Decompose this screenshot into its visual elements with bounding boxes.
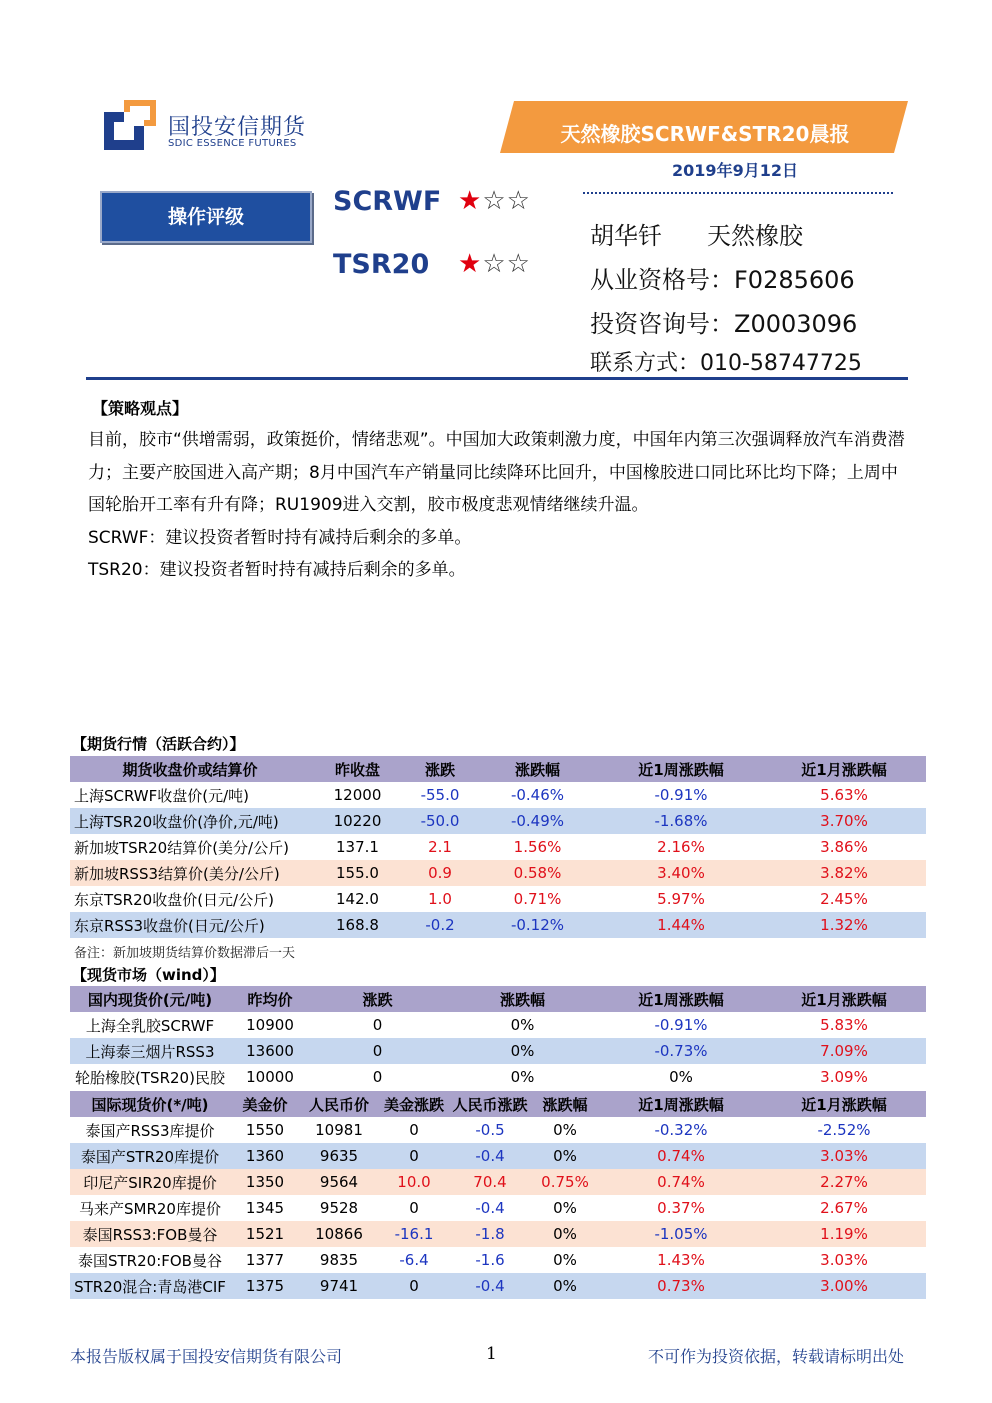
table-cell: 3.86% bbox=[762, 834, 926, 860]
star-empty-icon: ☆ bbox=[482, 249, 507, 279]
table-cell: 9741 bbox=[300, 1273, 378, 1299]
table-cell: 168.8 bbox=[310, 912, 405, 938]
column-header: 近1周涨跌幅 bbox=[600, 756, 762, 782]
table-cell: 0% bbox=[530, 1117, 600, 1143]
table-cell: 上海SCRWF收盘价(元/吨) bbox=[70, 782, 310, 808]
strategy-tsr20: TSR20：建议投资者暂时持有减持后剩余的多单。 bbox=[88, 560, 466, 580]
column-header: 昨均价 bbox=[230, 986, 310, 1012]
table-cell: 9564 bbox=[300, 1169, 378, 1195]
futures-note: 备注：新加坡期货结算价数据滞后一天 bbox=[74, 946, 296, 961]
star-empty-icon: ☆ bbox=[482, 186, 507, 216]
table-cell: 3.00% bbox=[762, 1273, 926, 1299]
table-cell: 新加坡RSS3结算价(美分/公斤) bbox=[70, 860, 310, 886]
table-cell: -55.0 bbox=[405, 782, 475, 808]
table-cell: 0.74% bbox=[600, 1143, 762, 1169]
strategy-paragraph: 目前，胶市“供增需弱，政策挺价，情绪悲观”。中国加大政策刺激力度，中国年内第三次强调释放汽车消费潜力；主要产胶国进入高产期；8月中国汽车产销量同比续降环比回升，中国橡胶进口同比环比均下降；上周中国轮胎开工率有升有降；RU1909进入交割，胶市极度悲观情绪继续升温。 bbox=[88, 430, 905, 515]
table-cell: 1.44% bbox=[600, 912, 762, 938]
table-row bbox=[70, 1169, 926, 1195]
table-row bbox=[70, 1143, 926, 1169]
table-cell: 142.0 bbox=[310, 886, 405, 912]
table-cell: -0.91% bbox=[600, 782, 762, 808]
table-cell: 0 bbox=[378, 1143, 450, 1169]
product-name-tsr20: TSR20 bbox=[333, 249, 430, 280]
table-cell: 3.03% bbox=[762, 1247, 926, 1273]
table-cell: 2.16% bbox=[600, 834, 762, 860]
table-cell: 0% bbox=[530, 1221, 600, 1247]
table-cell: 10981 bbox=[300, 1117, 378, 1143]
column-header: 涨跌幅 bbox=[445, 986, 600, 1012]
table-cell: 0% bbox=[530, 1195, 600, 1221]
column-header: 期货收盘价或结算价 bbox=[70, 756, 310, 782]
table-cell: 0 bbox=[310, 1012, 445, 1038]
column-header: 近1周涨跌幅 bbox=[600, 1091, 762, 1117]
table-row bbox=[70, 860, 926, 886]
table-cell: 马来产SMR20库提价 bbox=[70, 1195, 230, 1221]
table-row bbox=[70, 834, 926, 860]
table-cell: -1.05% bbox=[600, 1221, 762, 1247]
analyst-advisory-number: 投资咨询号：Z0003096 bbox=[590, 310, 858, 338]
table-cell: 1.32% bbox=[762, 912, 926, 938]
table-cell: 2.1 bbox=[405, 834, 475, 860]
table-cell: 5.83% bbox=[762, 1012, 926, 1038]
report-title: 天然橡胶SCRWF&STR20晨报 bbox=[560, 122, 850, 146]
column-header: 涨跌幅 bbox=[475, 756, 600, 782]
table-cell: 10900 bbox=[230, 1012, 310, 1038]
table-cell: 70.4 bbox=[450, 1169, 530, 1195]
table-cell: 上海全乳胶SCRWF bbox=[70, 1012, 230, 1038]
table-cell: 1375 bbox=[230, 1273, 300, 1299]
table-cell: 0.73% bbox=[600, 1273, 762, 1299]
table-cell: -1.8 bbox=[450, 1221, 530, 1247]
table-cell: -0.49% bbox=[475, 808, 600, 834]
table-cell: -0.46% bbox=[475, 782, 600, 808]
table-cell: -50.0 bbox=[405, 808, 475, 834]
table-row bbox=[70, 886, 926, 912]
table-row bbox=[70, 912, 926, 938]
column-header: 近1周涨跌幅 bbox=[600, 986, 762, 1012]
table-cell: 印尼产SIR20库提价 bbox=[70, 1169, 230, 1195]
table-cell: 0% bbox=[530, 1143, 600, 1169]
table-cell: 12000 bbox=[310, 782, 405, 808]
table-cell: 0.74% bbox=[600, 1169, 762, 1195]
spot-domestic-table bbox=[70, 986, 926, 1090]
spot-international-table bbox=[70, 1091, 926, 1299]
spot-title: 【现货市场（wind）】 bbox=[72, 966, 225, 984]
analyst-contact: 联系方式：010-58747725 bbox=[590, 351, 862, 376]
table-header-row bbox=[70, 756, 926, 782]
table-cell: 泰国STR20:FOB曼谷 bbox=[70, 1247, 230, 1273]
table-cell: 2.45% bbox=[762, 886, 926, 912]
table-cell: 9528 bbox=[300, 1195, 378, 1221]
table-cell: 0.75% bbox=[530, 1169, 600, 1195]
rating-stars-scrwf bbox=[458, 186, 531, 216]
star-filled-icon: ★ bbox=[458, 249, 483, 279]
column-header: 昨收盘 bbox=[310, 756, 405, 782]
table-cell: -0.4 bbox=[450, 1195, 530, 1221]
table-cell: 13600 bbox=[230, 1038, 310, 1064]
table-cell: 137.1 bbox=[310, 834, 405, 860]
rating-stars-tsr20 bbox=[458, 249, 531, 279]
table-cell: 0 bbox=[310, 1064, 445, 1090]
header-divider bbox=[86, 377, 908, 380]
table-row bbox=[70, 808, 926, 834]
column-header: 人民币价 bbox=[300, 1091, 378, 1117]
table-row bbox=[70, 1221, 926, 1247]
table-cell: 0 bbox=[378, 1117, 450, 1143]
analyst-qualification: 从业资格号：F0285606 bbox=[590, 266, 855, 294]
column-header: 涨跌 bbox=[310, 986, 445, 1012]
column-header: 国内现货价(元/吨) bbox=[70, 986, 230, 1012]
table-cell: -0.91% bbox=[600, 1012, 762, 1038]
table-cell: 3.70% bbox=[762, 808, 926, 834]
table-cell: -0.12% bbox=[475, 912, 600, 938]
dotted-divider bbox=[583, 192, 893, 194]
table-row bbox=[70, 782, 926, 808]
table-cell: -6.4 bbox=[378, 1247, 450, 1273]
table-cell: 0 bbox=[378, 1273, 450, 1299]
column-header: 涨跌幅 bbox=[530, 1091, 600, 1117]
table-cell: -16.1 bbox=[378, 1221, 450, 1247]
table-cell: 10866 bbox=[300, 1221, 378, 1247]
table-cell: 上海TSR20收盘价(净价,元/吨) bbox=[70, 808, 310, 834]
table-cell: 9635 bbox=[300, 1143, 378, 1169]
table-header-row bbox=[70, 986, 926, 1012]
futures-table bbox=[70, 756, 926, 938]
table-cell: 0.9 bbox=[405, 860, 475, 886]
table-row bbox=[70, 1247, 926, 1273]
column-header: 近1月涨跌幅 bbox=[762, 986, 926, 1012]
table-cell: 泰国RSS3:FOB曼谷 bbox=[70, 1221, 230, 1247]
table-cell: -1.6 bbox=[450, 1247, 530, 1273]
company-logo-icon bbox=[104, 100, 160, 150]
strategy-body bbox=[88, 424, 908, 587]
rating-label: 操作评级 bbox=[100, 191, 312, 243]
table-cell: 新加坡TSR20结算价(美分/公斤) bbox=[70, 834, 310, 860]
table-cell: 1.43% bbox=[600, 1247, 762, 1273]
table-cell: 东京TSR20收盘价(日元/公斤) bbox=[70, 886, 310, 912]
column-header: 近1月涨跌幅 bbox=[762, 756, 926, 782]
table-cell: 9835 bbox=[300, 1247, 378, 1273]
table-cell: 155.0 bbox=[310, 860, 405, 886]
table-cell: 0 bbox=[378, 1195, 450, 1221]
table-cell: STR20混合:青岛港CIF bbox=[70, 1273, 230, 1299]
company-name-en: SDIC ESSENCE FUTURES bbox=[168, 138, 297, 149]
table-cell: 10000 bbox=[230, 1064, 310, 1090]
table-cell: -0.2 bbox=[405, 912, 475, 938]
company-name-cn: 国投安信期货 bbox=[168, 115, 307, 140]
star-filled-icon: ★ bbox=[458, 186, 483, 216]
table-cell: 3.40% bbox=[600, 860, 762, 886]
table-header-row bbox=[70, 1091, 926, 1117]
table-cell: 0% bbox=[530, 1247, 600, 1273]
table-row bbox=[70, 1117, 926, 1143]
star-empty-icon: ☆ bbox=[506, 186, 531, 216]
column-header: 美金价 bbox=[230, 1091, 300, 1117]
table-cell: 0% bbox=[445, 1038, 600, 1064]
table-cell: 10.0 bbox=[378, 1169, 450, 1195]
table-cell: 5.97% bbox=[600, 886, 762, 912]
column-header: 人民币涨跌 bbox=[450, 1091, 530, 1117]
column-header: 美金涨跌 bbox=[378, 1091, 450, 1117]
column-header: 近1月涨跌幅 bbox=[762, 1091, 926, 1117]
table-row bbox=[70, 1273, 926, 1299]
analyst-field: 天然橡胶 bbox=[707, 222, 803, 250]
table-cell: 1377 bbox=[230, 1247, 300, 1273]
table-cell: 1.0 bbox=[405, 886, 475, 912]
table-cell: -0.4 bbox=[450, 1273, 530, 1299]
table-cell: 1.56% bbox=[475, 834, 600, 860]
table-cell: 东京RSS3收盘价(日元/公斤) bbox=[70, 912, 310, 938]
table-cell: 泰国产RSS3库提价 bbox=[70, 1117, 230, 1143]
table-cell: 0 bbox=[310, 1038, 445, 1064]
strategy-title: 【策略观点】 bbox=[92, 399, 189, 418]
report-date: 2019年9月12日 bbox=[672, 161, 798, 180]
table-cell: 0% bbox=[600, 1064, 762, 1090]
table-cell: 0.37% bbox=[600, 1195, 762, 1221]
table-cell: 轮胎橡胶(TSR20)民胶 bbox=[70, 1064, 230, 1090]
footer-copyright: 本报告版权属于国投安信期货有限公司 bbox=[70, 1347, 343, 1366]
table-cell: 泰国产STR20库提价 bbox=[70, 1143, 230, 1169]
column-header: 涨跌 bbox=[405, 756, 475, 782]
table-cell: 0% bbox=[530, 1273, 600, 1299]
table-cell: 0.58% bbox=[475, 860, 600, 886]
footer-disclaimer: 不可作为投资依据，转载请标明出处 bbox=[648, 1347, 905, 1366]
table-cell: 2.67% bbox=[762, 1195, 926, 1221]
product-name-scrwf: SCRWF bbox=[333, 186, 442, 217]
table-cell: 1350 bbox=[230, 1169, 300, 1195]
table-cell: 2.27% bbox=[762, 1169, 926, 1195]
table-cell: -2.52% bbox=[762, 1117, 926, 1143]
table-cell: 上海泰三烟片RSS3 bbox=[70, 1038, 230, 1064]
table-cell: 3.09% bbox=[762, 1064, 926, 1090]
table-cell: 7.09% bbox=[762, 1038, 926, 1064]
table-cell: -1.68% bbox=[600, 808, 762, 834]
table-cell: -0.4 bbox=[450, 1143, 530, 1169]
table-cell: 10220 bbox=[310, 808, 405, 834]
table-cell: 3.03% bbox=[762, 1143, 926, 1169]
table-cell: 1345 bbox=[230, 1195, 300, 1221]
table-row bbox=[70, 1038, 926, 1064]
table-row bbox=[70, 1012, 926, 1038]
table-cell: 3.82% bbox=[762, 860, 926, 886]
column-header: 国际现货价(*/吨) bbox=[70, 1091, 230, 1117]
analyst-name: 胡华钎 bbox=[590, 222, 662, 250]
table-cell: 0% bbox=[445, 1012, 600, 1038]
table-cell: 1360 bbox=[230, 1143, 300, 1169]
table-cell: 1550 bbox=[230, 1117, 300, 1143]
star-empty-icon: ☆ bbox=[506, 249, 531, 279]
table-cell: 0% bbox=[445, 1064, 600, 1090]
strategy-scrwf: SCRWF：建议投资者暂时持有减持后剩余的多单。 bbox=[88, 527, 472, 548]
table-cell: 0.71% bbox=[475, 886, 600, 912]
table-cell: -0.32% bbox=[600, 1117, 762, 1143]
table-cell: 1.19% bbox=[762, 1221, 926, 1247]
table-cell: 1521 bbox=[230, 1221, 300, 1247]
table-cell: -0.5 bbox=[450, 1117, 530, 1143]
futures-title: 【期货行情（活跃合约）】 bbox=[72, 735, 245, 753]
page-number: 1 bbox=[486, 1344, 497, 1364]
table-row bbox=[70, 1195, 926, 1221]
table-cell: -0.73% bbox=[600, 1038, 762, 1064]
table-cell: 5.63% bbox=[762, 782, 926, 808]
table-row bbox=[70, 1064, 926, 1090]
